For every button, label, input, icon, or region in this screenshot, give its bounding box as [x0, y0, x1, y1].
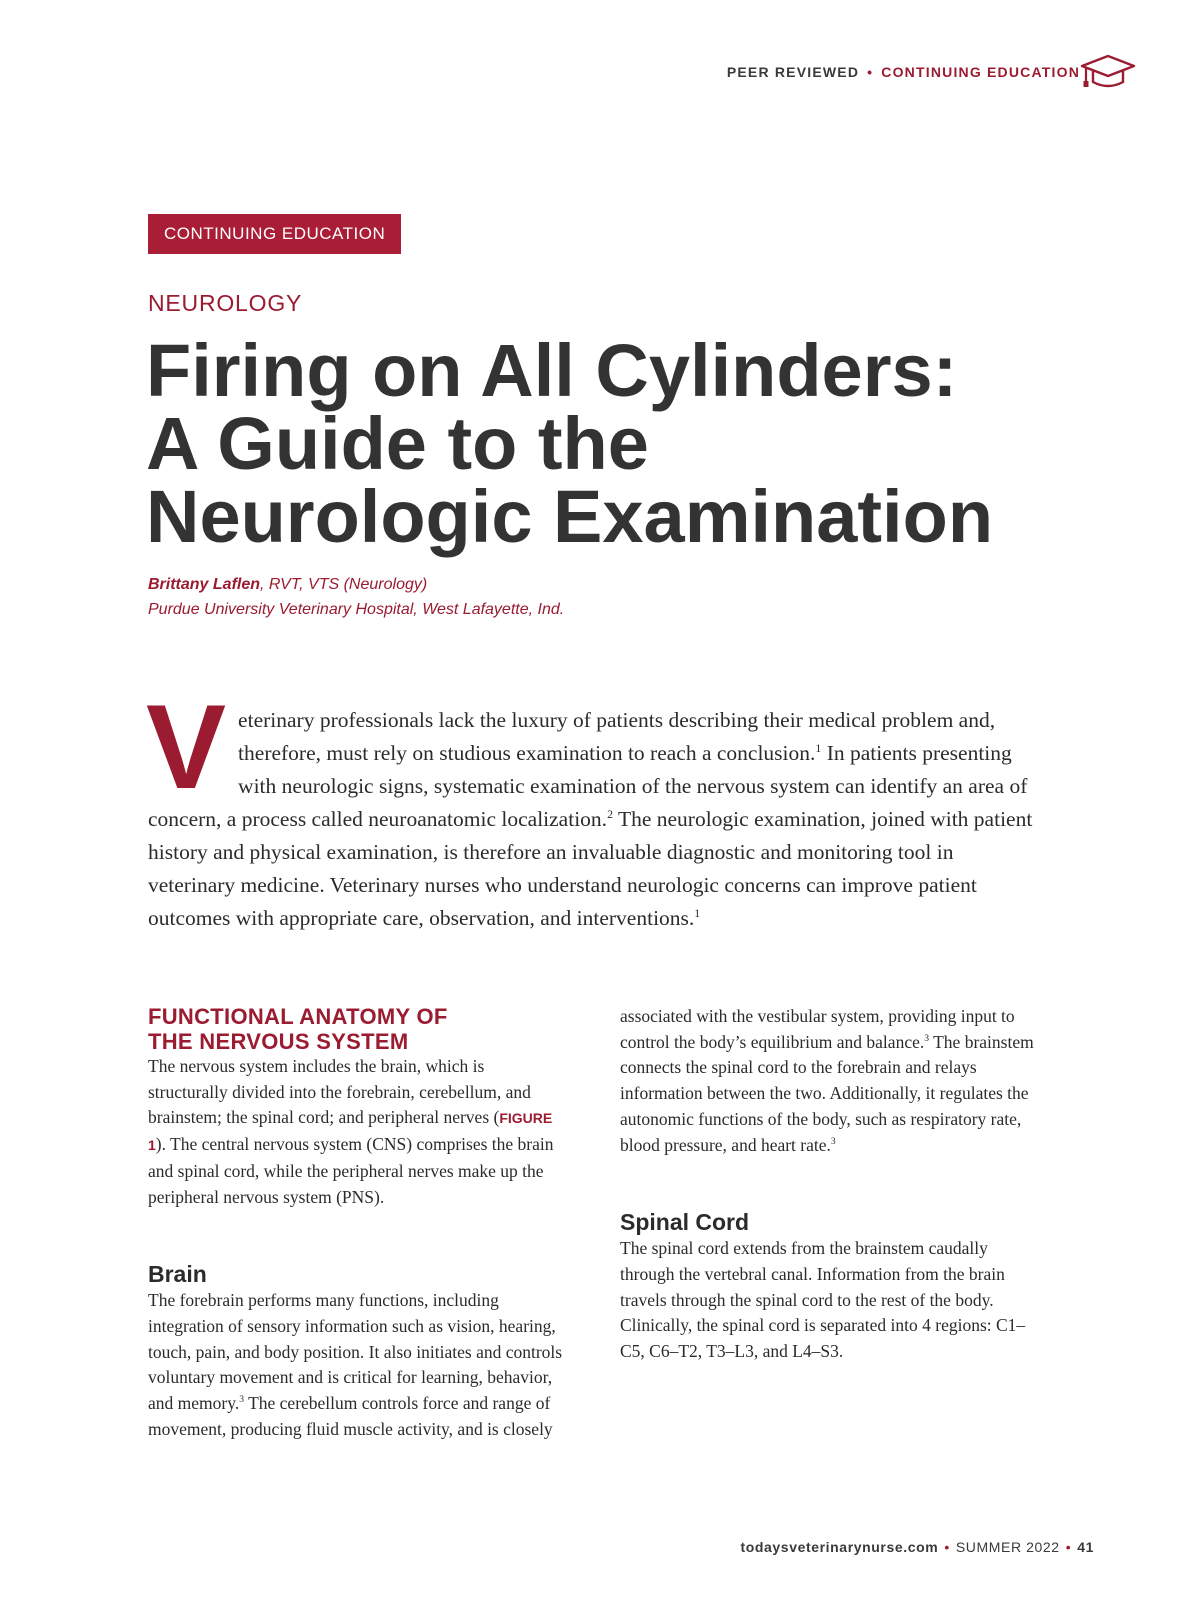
continuing-education-badge: CONTINUING EDUCATION: [148, 214, 401, 254]
peer-reviewed-label: PEER REVIEWED: [726, 64, 860, 80]
reference-marker: 1: [694, 905, 701, 920]
page-footer: [740, 1539, 1094, 1555]
author-credentials: , RVT, VTS (Neurology): [260, 576, 428, 593]
author-line: [148, 572, 564, 597]
continuing-education-label: CONTINUING EDUCATION: [881, 64, 1080, 80]
title-line-3: Neurologic Examination: [146, 475, 994, 558]
brain-text-b: The cerebellum controls force and range of movement, producing fluid muscle activity, and is closely: [148, 1393, 553, 1439]
website-url: todaysveterinarynurse.com: [740, 1539, 939, 1555]
author-name: Brittany Laflen: [148, 576, 261, 593]
running-header: [727, 64, 1080, 80]
reference-marker: 3: [239, 1394, 245, 1406]
vestibular-paragraph: [620, 1004, 1038, 1158]
figure-1-link[interactable]: FIGURE 1: [148, 1110, 553, 1154]
anatomy-text-a: The nervous system includes the brain, which is structurally divided into the forebrain, cerebellum, and brainstem; the spinal cord; and peripheral nerves (: [148, 1056, 531, 1128]
reference-marker: 1: [815, 740, 822, 755]
intro-text-b: In patients presenting with neurologic signs, systematic examination of the nervous system can identify an area of concern, a process called neuroanatomic localization.: [148, 741, 1028, 831]
left-column: [148, 1004, 566, 1442]
right-column: [620, 1004, 1038, 1365]
footer-separator: •: [944, 1539, 950, 1555]
issue-label: SUMMER 2022: [955, 1539, 1060, 1555]
section-heading-line-2: THE NERVOUS SYSTEM: [148, 1029, 409, 1054]
article-title: [146, 329, 1106, 558]
anatomy-text-b: ). The central nervous system (CNS) comprises the brain and spinal cord, while the peripheral nerves make up the peripheral nervous system (PNS).: [148, 1134, 554, 1207]
drop-cap: V: [146, 680, 227, 814]
author-block: [148, 572, 564, 622]
vestibular-text-b: The brainstem connects the spinal cord to the forebrain and relays information between the two. Additionally, it regulates the autonomic functions of the body, such as respiratory rate, blood pressure, and heart rate.: [620, 1031, 1034, 1155]
reference-marker: 3: [924, 1032, 930, 1044]
section-heading-line-1: FUNCTIONAL ANATOMY OF: [148, 1004, 448, 1029]
header-separator: •: [867, 64, 874, 80]
title-line-2: A Guide to the: [146, 402, 649, 485]
spinal-cord-heading: Spinal Cord: [620, 1209, 750, 1236]
page-number: 41: [1077, 1539, 1094, 1555]
section-heading: [148, 1004, 566, 1054]
brain-paragraph: [148, 1288, 566, 1442]
intro-paragraph: [146, 680, 1040, 935]
footer-separator: •: [1065, 1539, 1072, 1555]
reference-marker: 2: [607, 806, 613, 821]
brain-heading: Brain: [148, 1261, 207, 1288]
title-line-1: Firing on All Cylinders:: [146, 329, 958, 412]
anatomy-paragraph: [148, 1054, 566, 1210]
brain-text-a: The forebrain performs many functions, including integration of sensory information such as vision, hearing, touch, pain, and body position. It also initiates and controls voluntary movement and is critical for learning, behavior, and memory.: [148, 1290, 563, 1414]
graduation-cap-icon: [1080, 52, 1136, 92]
intro-text-a: eterinary professionals lack the luxury of patients describing their medical problem and, therefore, must rely on studious examination to reach a conclusion.: [238, 708, 996, 765]
reference-marker: 3: [830, 1135, 836, 1147]
author-affiliation: Purdue University Veterinary Hospital, West Lafayette, Ind.: [148, 601, 565, 618]
intro-text-c: The neurologic examination, joined with patient history and physical examination, is therefore an invaluable diagnostic and monitoring tool in veterinary medicine. Veterinary nurses who understand neurologic concerns can improve patient outcomes with appropriate care, observation, and interventions.: [148, 807, 1033, 930]
spinal-cord-paragraph: The spinal cord extends from the brainstem caudally through the vertebral canal. Information from the brain travels through the spinal cord to the rest of the body. Clinically, the spinal cord is separated into 4 regions: C1–C5, C6–T2, T3–L3, and L4–S3.: [620, 1238, 1026, 1362]
section-kicker: NEUROLOGY: [148, 290, 303, 316]
vestibular-text-a: associated with the vestibular system, providing input to control the body’s equilibrium and balance.: [620, 1006, 1015, 1052]
